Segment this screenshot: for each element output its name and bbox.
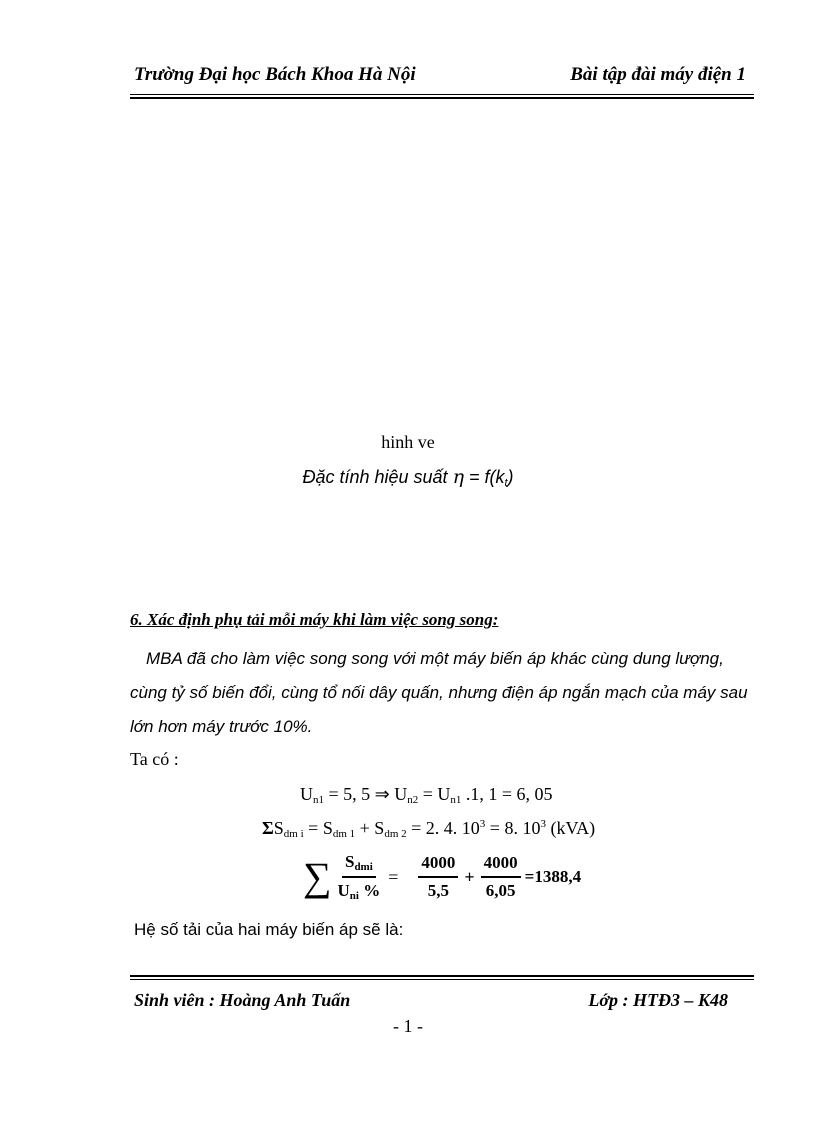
equation-sum-fraction bbox=[303, 852, 581, 902]
caption-formula-end: ) bbox=[507, 467, 514, 487]
eq2-sub: dm 1 bbox=[332, 828, 356, 840]
fraction-sdmi-uni bbox=[338, 852, 381, 902]
figure-caption bbox=[0, 466, 816, 489]
frac1-num: S bbox=[344, 852, 355, 871]
frac2-num: 4000 bbox=[418, 853, 458, 878]
eq1-sub: n1 bbox=[450, 794, 462, 806]
eq2-part: = 8. 10 bbox=[485, 818, 541, 838]
eta-symbol: η bbox=[452, 466, 464, 488]
eq1-sub: n1 bbox=[313, 794, 324, 806]
load-factor-intro: Hệ số tải của hai máy biến áp sẽ là: bbox=[134, 920, 404, 939]
caption-formula-sub: t bbox=[504, 477, 508, 489]
summation-symbol: ∑ bbox=[303, 854, 332, 899]
footer-rule-top bbox=[130, 975, 754, 977]
eq1-part: = 5, 5 ⇒ U bbox=[324, 784, 408, 804]
frac1-den-end: % bbox=[358, 881, 381, 900]
sigma-symbol: Σ bbox=[262, 818, 274, 838]
eq2-part: + S bbox=[355, 818, 385, 838]
caption-formula-part: = f(k bbox=[463, 467, 505, 487]
eq2-part: (kVA) bbox=[545, 818, 596, 838]
eq1-part: U bbox=[300, 784, 313, 804]
eq1-sub: n2 bbox=[407, 794, 419, 806]
plus-sign: + bbox=[464, 866, 475, 887]
frac2-den: 5,5 bbox=[427, 881, 450, 900]
section-title: 6. Xác định phụ tải mỗi máy khi làm việc song song: bbox=[130, 610, 499, 629]
equation-sdm bbox=[262, 818, 595, 840]
footer-student: Sinh viên : Hoàng Anh Tuấn bbox=[134, 990, 351, 1010]
header-title: Bài tập đài máy điện 1 bbox=[570, 64, 746, 85]
eq2-part: = 2. 4. 10 bbox=[406, 818, 480, 838]
frac3-den: 6,05 bbox=[485, 881, 516, 900]
eq1-part: .1, 1 = 6, 05 bbox=[461, 784, 553, 804]
equals-sign: = bbox=[388, 866, 399, 887]
frac1-den: U bbox=[337, 881, 350, 900]
eq2-sub: dm i bbox=[283, 828, 304, 840]
frac1-num-sub: dmi bbox=[354, 861, 373, 873]
equation-un bbox=[300, 784, 553, 806]
eq2-sup: 3 bbox=[479, 818, 486, 830]
footer-class: Lớp : HTĐ3 – K48 bbox=[588, 990, 728, 1010]
figure-label: hinh ve bbox=[381, 432, 435, 452]
page-number: - 1 - bbox=[393, 1016, 423, 1036]
frac3-num: 4000 bbox=[481, 853, 521, 878]
ta-co-label: Ta có : bbox=[130, 749, 179, 769]
header-school: Trường Đại học Bách Khoa Hà Nội bbox=[134, 64, 416, 85]
eq2-part: = S bbox=[303, 818, 333, 838]
eq2-sup: 3 bbox=[540, 818, 546, 830]
frac1-den-sub: ni bbox=[349, 890, 359, 902]
footer-rule-bottom bbox=[130, 979, 754, 980]
fraction-4000-5-5 bbox=[418, 853, 458, 901]
eq2-sub: dm 2 bbox=[384, 828, 407, 840]
eq1-part: = U bbox=[418, 784, 451, 804]
section-paragraph: MBA đã cho làm việc song song với một máy biến áp khác cùng dung lượng, cùng tỷ số biến đổi, cùng tổ nối dây quấn, nhưng điện áp ngắn mạch của máy sau lớn hơn máy trước 10%. bbox=[130, 649, 748, 736]
header-rule-top bbox=[130, 94, 754, 95]
sum-result: =1388,4 bbox=[524, 867, 582, 886]
fraction-4000-6-05 bbox=[481, 853, 521, 901]
figure-caption-text: Đặc tính hiệu suất bbox=[302, 467, 453, 487]
eq2-part: S bbox=[273, 818, 284, 838]
header-rule-bottom bbox=[130, 97, 754, 99]
